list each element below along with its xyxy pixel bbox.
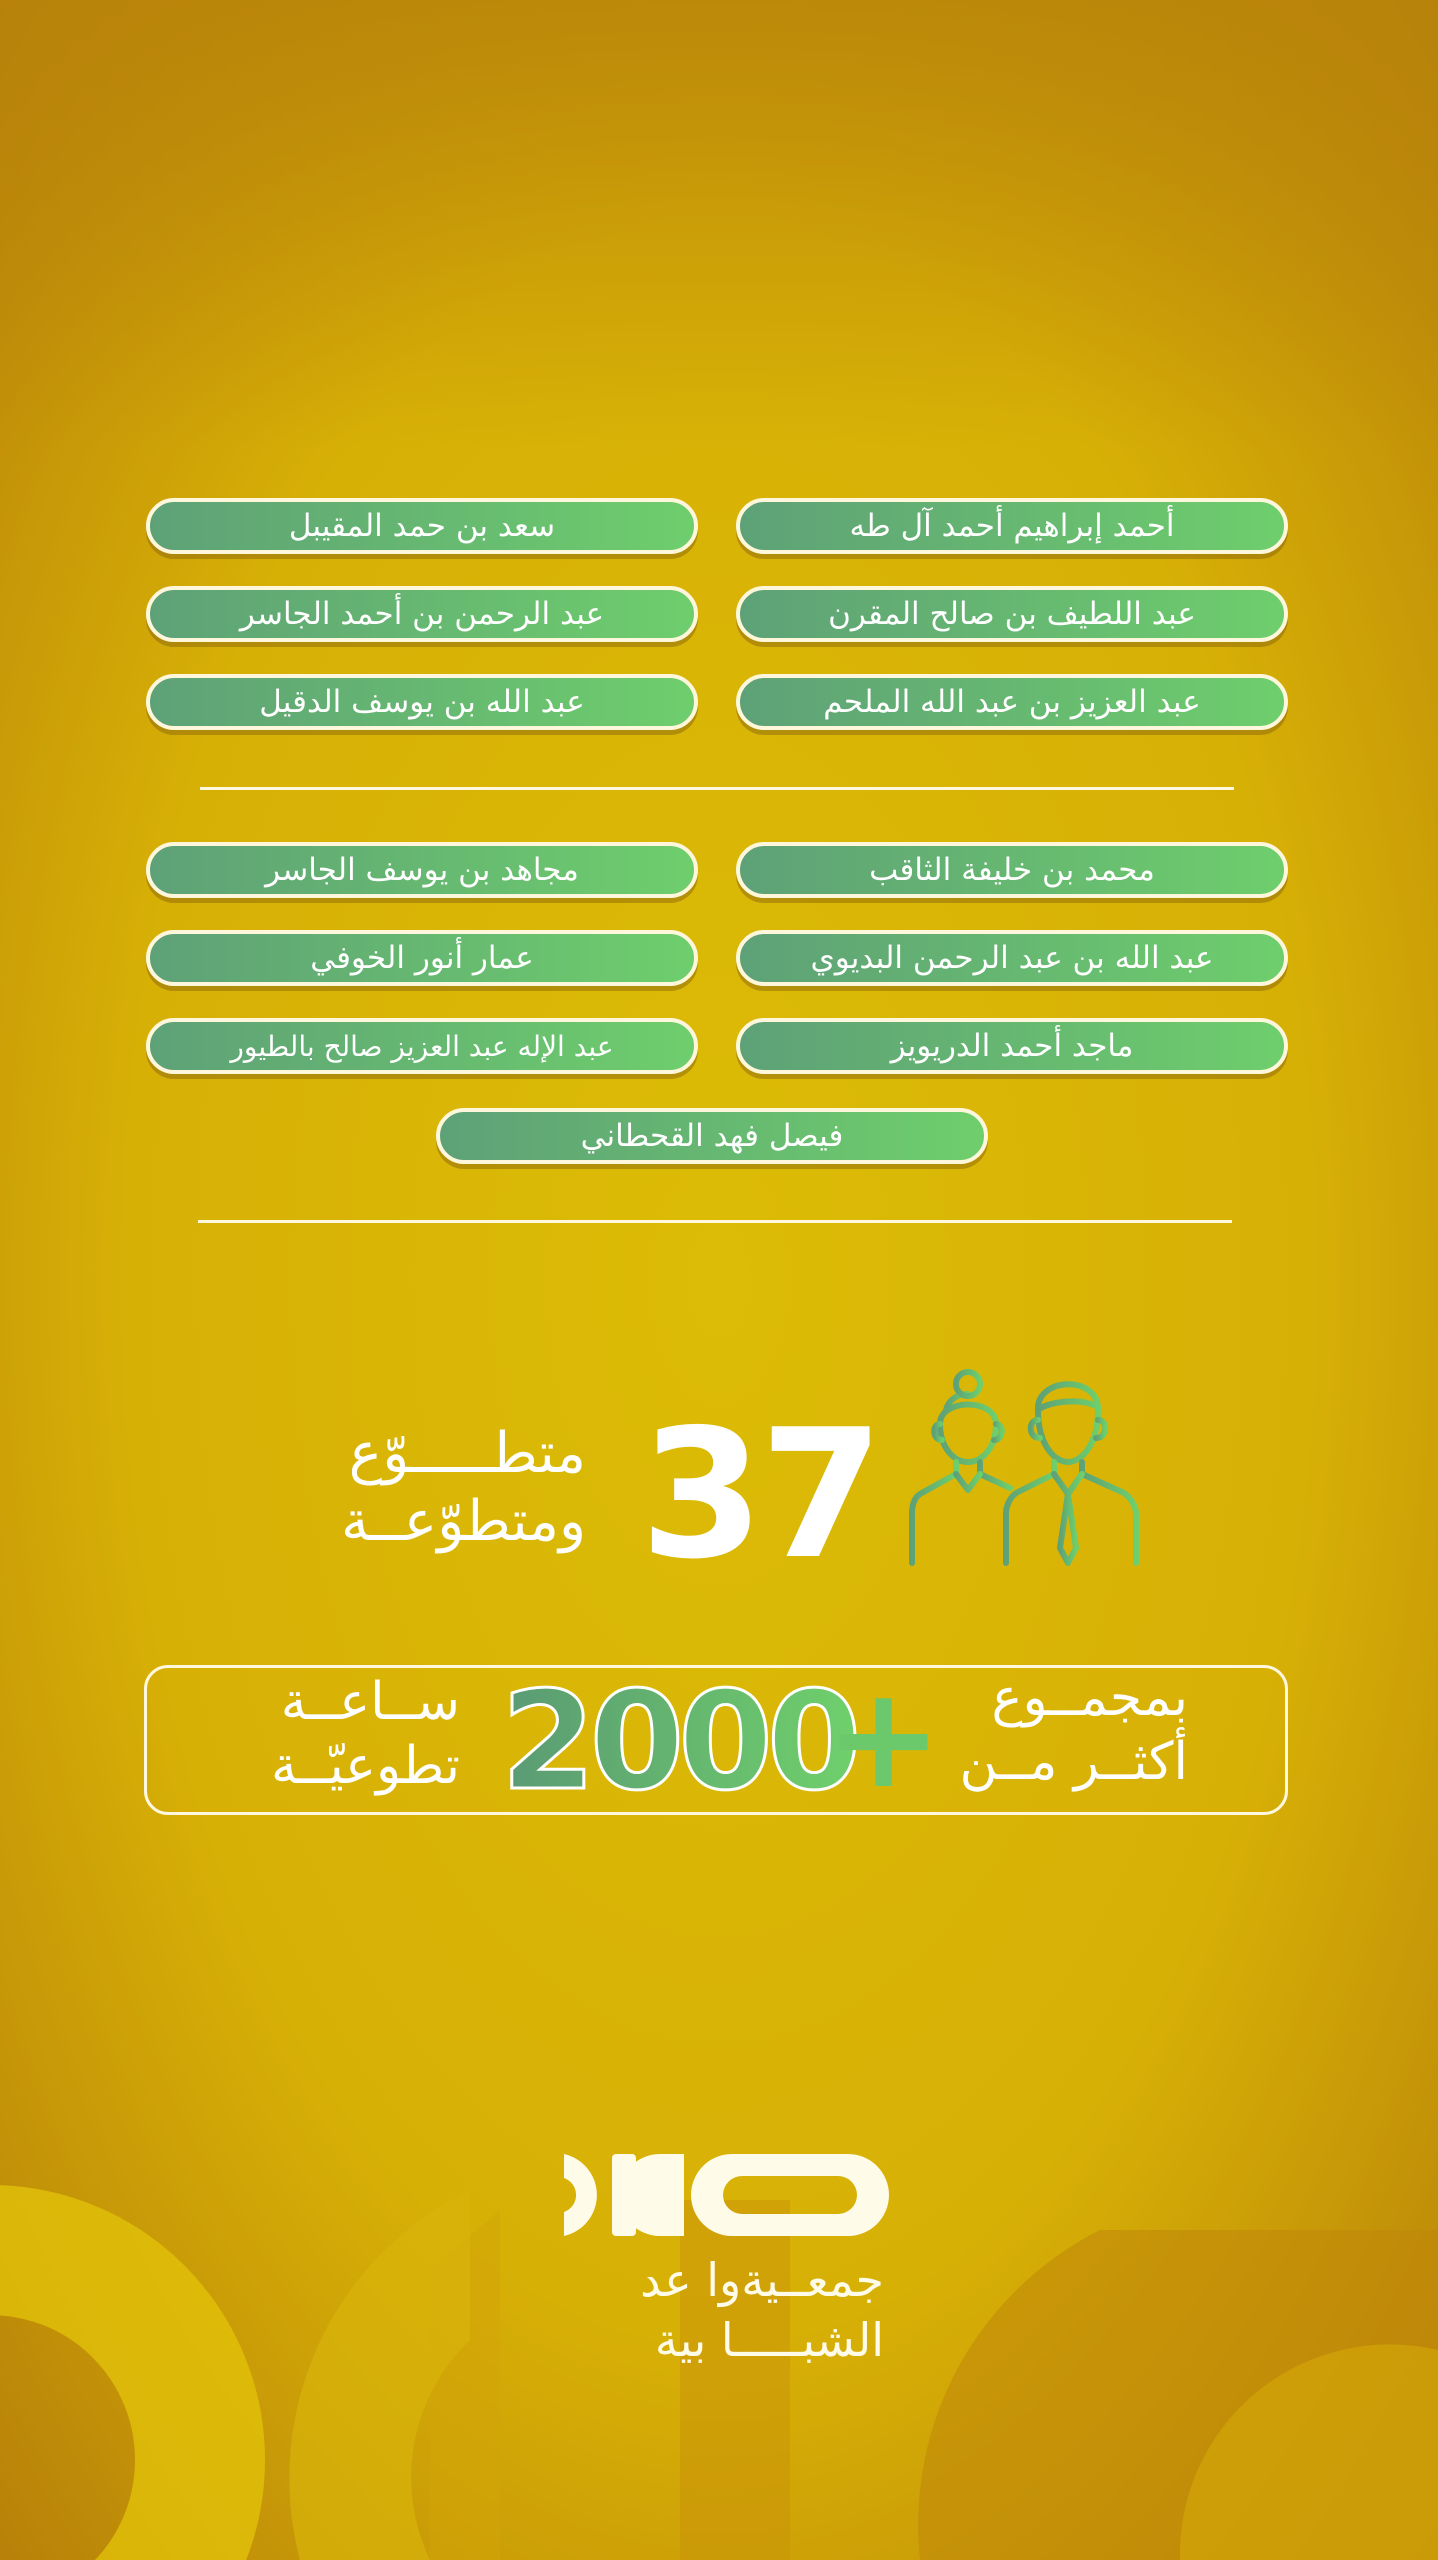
volunteer-name-pill: أحمد إبراهيم أحمد آل طه: [736, 498, 1288, 554]
volunteer-name-pill: عبد الرحمن بن أحمد الجاسر: [146, 586, 698, 642]
volunteer-name-pill: سعد بن حمد المقيبل: [146, 498, 698, 554]
hours-suffix: [230, 1670, 460, 1798]
hours-value: [495, 1657, 943, 1821]
hours-prefix-line2: أكثــر مــن: [959, 1732, 1188, 1792]
volunteer-name-pill: محمد بن خليفة الثاقب: [736, 842, 1288, 898]
section-divider: [198, 1220, 1232, 1223]
volunteer-name-pill: عبد العزيز بن عبد الله الملحم: [736, 674, 1288, 730]
volunteer-name-pill: عبد الإله عبد العزيز صالح بالطيور: [146, 1018, 698, 1074]
section-divider: [200, 787, 1234, 790]
hours-prefix-line1: بمجمــوع: [991, 1668, 1188, 1728]
volunteer-count-label-line2: ومتطوّعــة: [340, 1489, 586, 1554]
volunteer-name-pill: فيصل فهد القحطاني: [436, 1108, 988, 1164]
volunteer-name-pill: عمار أنور الخوفي: [146, 930, 698, 986]
hours-suffix-line2: تطوعيّــة: [270, 1736, 460, 1796]
logo-text-line2: الشبـــــا بية: [654, 2313, 884, 2367]
hours-prefix: [930, 1666, 1188, 1794]
volunteer-name-pill: مجاهد بن يوسف الجاسر: [146, 842, 698, 898]
volunteer-name-pill: عبد اللطيف بن صالح المقرن: [736, 586, 1288, 642]
hours-suffix-line1: ســاعــة: [280, 1672, 460, 1732]
hours-value-plus: +: [825, 1657, 943, 1820]
volunteer-count: 37: [640, 1391, 880, 1598]
waad-logo-mark: [552, 2150, 892, 2240]
volunteers-icon: [910, 1358, 1160, 1568]
volunteer-count-label: [250, 1420, 586, 1556]
volunteer-name-pill: عبد الله بن عبد الرحمن البديوي: [736, 930, 1288, 986]
hours-value-number: 2000: [501, 1663, 856, 1821]
volunteer-name-pill: ماجد أحمد الدريويز: [736, 1018, 1288, 1074]
volunteer-count-label-line1: متطـــــوّع: [348, 1421, 586, 1486]
volunteer-name-pill: عبد الله بن يوسف الدقيل: [146, 674, 698, 730]
logo-text-line1: جمعــيةوا عد: [640, 2253, 884, 2307]
